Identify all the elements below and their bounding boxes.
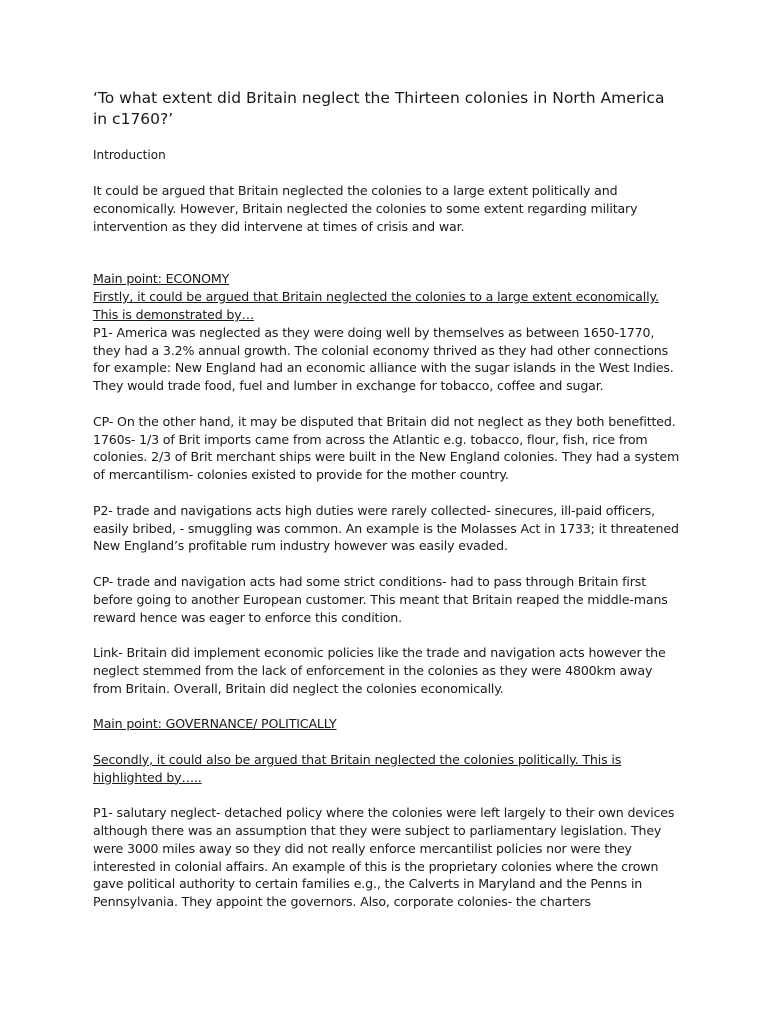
economy-counterpoint-1: CP- On the other hand, it may be disputed that Britain did not neglect as they both benefitted. 1760s- 1/3 of Brit imports came from across the Atlantic e.g. tobacco, flour, fish, rice from colonies. 2/3 of Brit merchant ships were built in the New England colonies. They had a system of mercantilism- colonies existed to provide for the mother country. [93,413,680,483]
economy-counterpoint-2: CP- trade and navigation acts had some strict conditions- had to pass through Britain first before going to another European customer. This meant that Britain reaped the middle-mans reward hence was eager to enforce this condition. [93,573,668,625]
economy-point-2: P2- trade and navigations acts high duties were rarely collected- sinecures, ill-paid officers, easily bribed, - smuggling was common. An example is the Molasses Act in 1733; it threatened New England’s profitable rum industry however was easily evaded. [93,502,679,554]
governance-point-1: P1- salutary neglect- detached policy where the colonies were left largely to their own devices although there was an assumption that they were subject to parliamentary legislation. They were 3000 miles away so they did not really enforce mercantilist policies nor were they interested in colonial affairs. An example of this is the proprietary colonies where the crown gave political authority to certain families e.g., the Calverts in Maryland and the Penns in Pennsylvania. They appoint the governors. Also, corporate colonies- the charters [93,805,675,910]
essay-title: ‘To what extent did Britain neglect the Thirteen colonies in North America in c1760?’ [93,89,665,128]
governance-heading: Main point: GOVERNANCE/ POLITICALLY [93,716,337,732]
introduction-label: Introduction [93,148,166,162]
economy-opening: Firstly, it could be argued that Britain neglected the colonies to a large extent economically. This is demonstrated by… [93,289,659,322]
economy-link: Link- Britain did implement economic policies like the trade and navigation acts however the neglect stemmed from the lack of enforcement in the colonies as they were 4800km away from Britain. Overall, Britain did neglect the colonies economically. [93,645,666,696]
document-page [93,88,683,911]
introduction-paragraph: It could be argued that Britain neglected the colonies to a large extent politically and economically. However, Britain neglected the colonies to some extent regarding military intervention as they did intervene at times of crisis and war. [93,183,638,234]
economy-heading: Main point: ECONOMY [93,271,230,287]
governance-opening: Secondly, it could also be argued that Britain neglected the colonies politically. This is highlighted by….. [93,751,622,785]
economy-point-1: P1- America was neglected as they were doing well by themselves as between 1650-1770, they had a 3.2% annual growth. The colonial economy thrived as they had other connections for example: New England had an economic alliance with the sugar islands in the West Indies. They would trade food, fuel and lumber in exchange for tobacco, coffee and sugar. [93,324,674,394]
